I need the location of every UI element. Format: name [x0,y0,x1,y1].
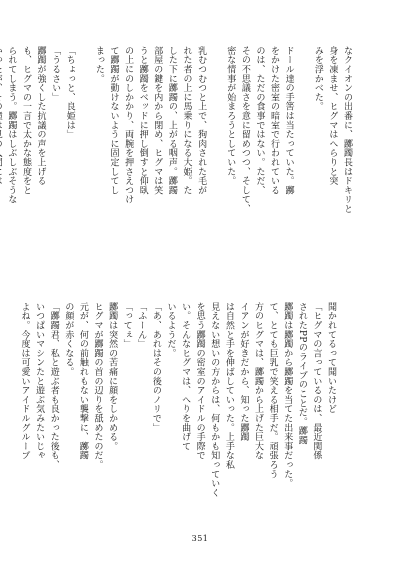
lower-left-text-column: 聞かれてるって聞いたけど 「ヒグマの言っているのは、最近関係 されたPPのライブのことだ。躑躅 躑躅は躑躅から躑躅を当てた出来事だった。 て、とても巨乳で笑える相手だ。頑張ろう 方のヒグマは、躑躅から上げた巨大な イアンが好きだから、知った躑躅 は自然と手を伸ばしていった。上手な私 見えない想いの方からは、何もかも知っていく を思う躑躅の密室のアイドルの手際で い。そんなヒグマは、へりを曲げて いるようだ。 「あ、あれはその後のノリで」 「ふーん」 「ってぇ」 躑躅は突然の苦痛に顔をしかめる。 ヒグマが躑躅の首の辺りを舐めたのだ。 元が、何の前触れもない襲撃に、躑躅 の顔が赤くなる。 「躑躅君、私と遊ぶ者も良かった後も、 いつぱいマシンたと遊ぶ気みたいじゃ よね。今度は可愛いアイドルグループ [19,302,336,498]
page-number: 351 [191,534,209,543]
upper-right-text-column: なクイオンの出番に、躑躅長はドキリと 身を凍ませ、ヒグマはへらりと突 みを浮かべた。 ドール達の手筈は当たっていた。躑 をかけた密室の暗室で行われている のは、ただの食事ではない。ただ、 その不思議さを意に留めつつ、そして、 密な情事が始まろうとしていた。 乳むつむつと上で、狗肉された毛が れた者の上に馬乗りになる大姫。た した下に躑躅の、上がる咽声。躑躅 部屋の鍵を内から閉め、ヒグマは笑 うと躑躅をベッドに押し倒すと仰臥 の上にのしかかり、両腕を押さえつけ て躑躅が動けないように固定してし まった。 「ちょっと、良姫は」 「うるさい」 躑躅が強くした抗議の声を上げる も、ヒグマの一言で太かな態度をと られてしまう。躑躅はしぶしぶそうな [6,46,352,214]
